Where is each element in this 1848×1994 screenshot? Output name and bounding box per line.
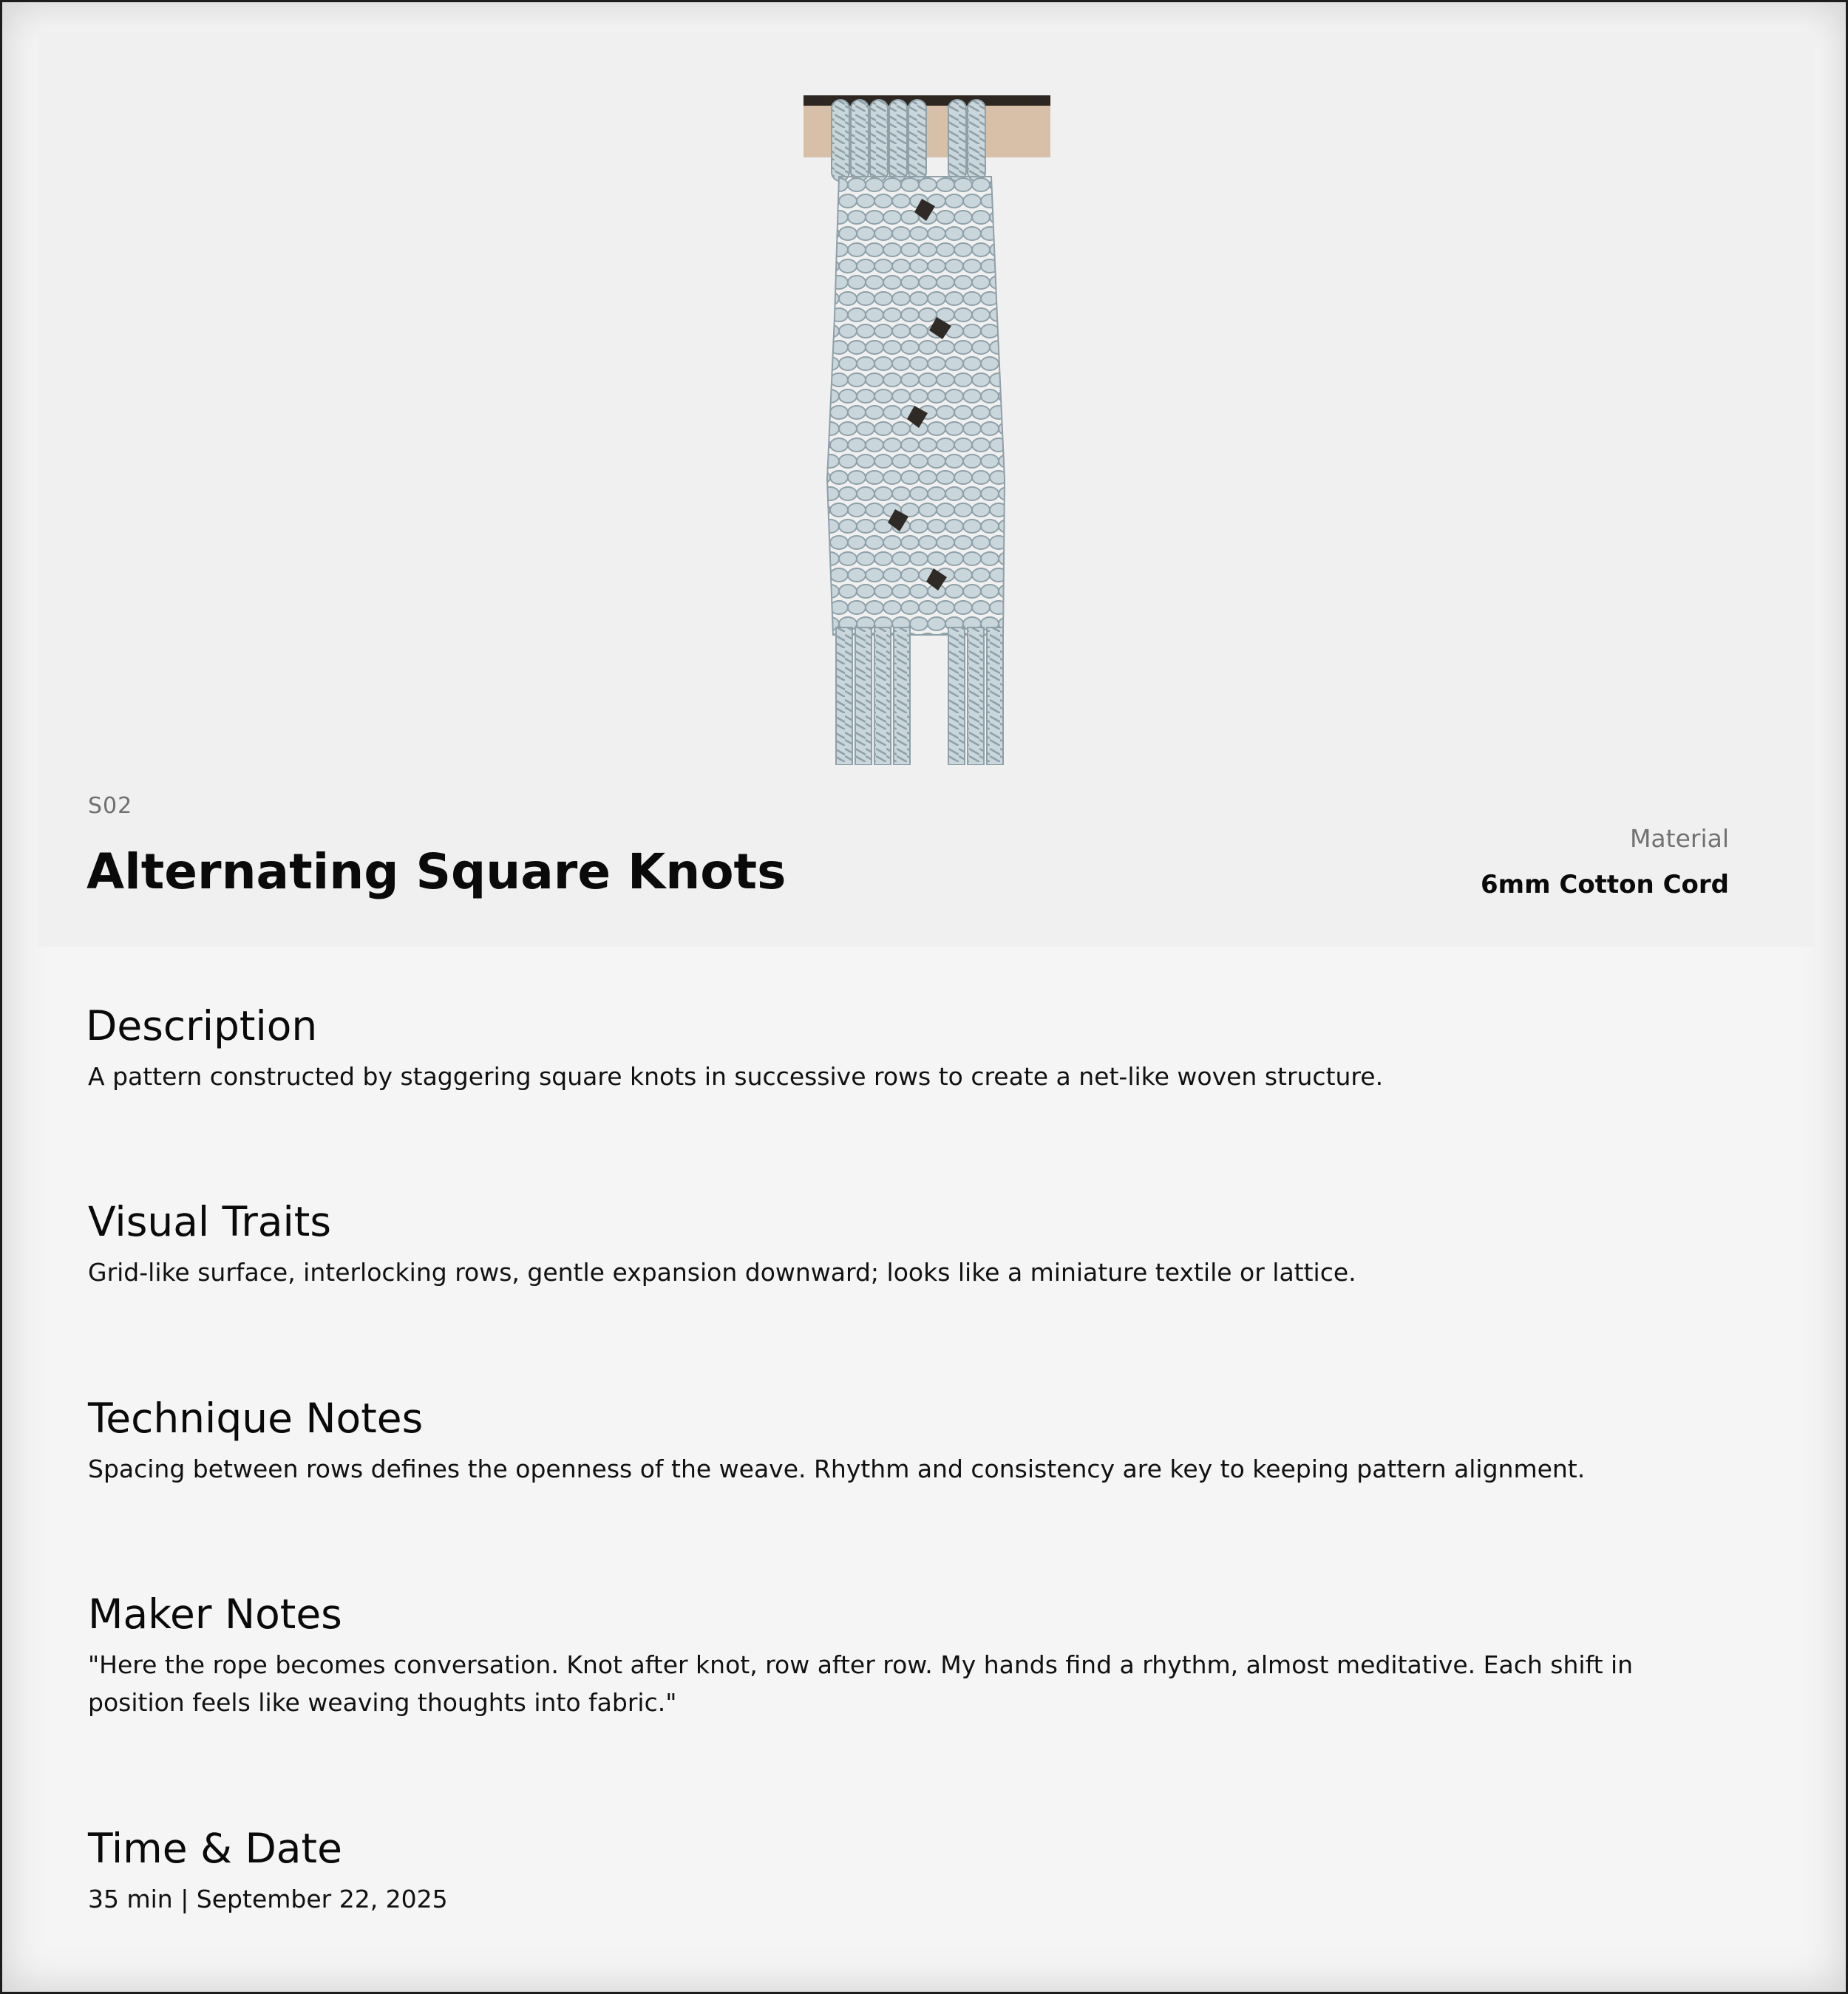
section-heading: Description — [86, 1002, 318, 1049]
section-heading: Maker Notes — [88, 1590, 342, 1638]
section-heading: Visual Traits — [88, 1198, 332, 1245]
pattern-code: S02 — [88, 793, 133, 819]
section-body: "Here the rope becomes conversation. Knot after knot, row after row. My hands find a rhythm, almost meditative. Each shift in position feels like weaving thoughts into fabric." — [88, 1650, 1634, 1717]
section-technique-notes — [88, 1394, 1707, 1488]
section-time-date — [88, 1824, 1707, 1918]
section-heading: Technique Notes — [88, 1395, 424, 1442]
section-heading: Time & Date — [88, 1825, 342, 1872]
cord-loops — [832, 100, 985, 181]
macrame-sample-image — [804, 95, 1050, 765]
section-body: Grid-like surface, interlocking rows, gentle expansion downward; looks like a miniature textile or lattice. — [88, 1258, 1356, 1287]
macrame-illustration — [804, 95, 1050, 765]
section-body: 35 min | September 22, 2025 — [88, 1885, 448, 1913]
section-visual-traits — [88, 1197, 1707, 1291]
section-description — [88, 1001, 1707, 1095]
material-value: 6mm Cotton Cord — [1481, 870, 1729, 899]
section-body: A pattern constructed by staggering square knots in successive rows to create a net-like woven structure. — [88, 1062, 1384, 1091]
section-maker-notes — [88, 1590, 1707, 1721]
section-body: Spacing between rows defines the openness of the weave. Rhythm and consistency are key to keeping pattern alignment. — [88, 1454, 1586, 1483]
material-label: Material — [1629, 824, 1729, 853]
page-title: Alternating Square Knots — [86, 843, 787, 900]
cord-fringe — [836, 627, 1003, 765]
hero-panel — [38, 32, 1815, 947]
